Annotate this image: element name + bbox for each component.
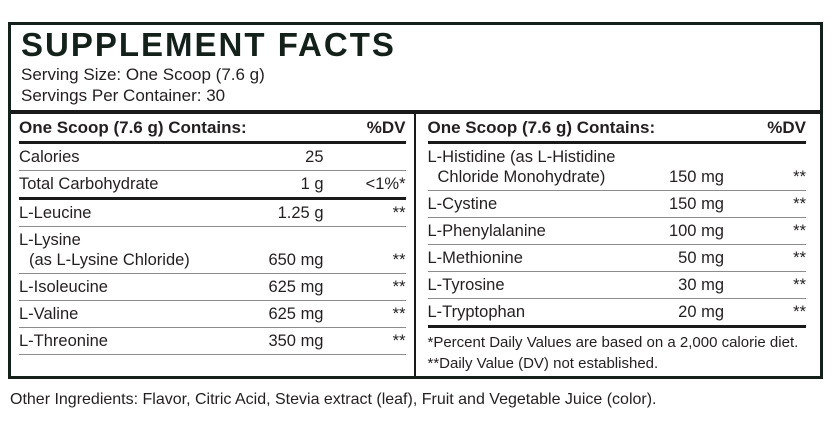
- table-row: [428, 191, 807, 218]
- table-row: [428, 144, 807, 191]
- row-name: L-Phenylalanine: [427, 222, 546, 240]
- row-amount: 150 mg: [668, 195, 724, 213]
- facts-columns: [11, 114, 820, 376]
- other-ingredients: Other Ingredients: Flavor, Citric Acid, Stevia extract (leaf), Fruit and Vegetable Juice (color).: [10, 391, 657, 408]
- table-row: [19, 227, 406, 274]
- row-amount: 1 g: [300, 175, 324, 193]
- row-amount: 350 mg: [268, 332, 324, 350]
- row-name: L-Cystine: [427, 195, 498, 213]
- row-dv: <1%*: [365, 175, 406, 193]
- table-row: [428, 218, 807, 245]
- table-row: [19, 171, 406, 200]
- table-row: [428, 299, 807, 328]
- row-dv: **: [793, 303, 806, 321]
- column-header-label: One Scoop (7.6 g) Contains:: [427, 118, 656, 137]
- row-name: L-Tryptophan: [427, 303, 526, 321]
- row-dv: **: [793, 249, 806, 267]
- row-amount: 650 mg: [268, 251, 324, 269]
- row-amount: 30 mg: [678, 276, 724, 294]
- row-amount: 150 mg: [668, 168, 724, 186]
- row-dv: **: [793, 222, 806, 240]
- row-name: Total Carbohydrate: [19, 175, 159, 193]
- column-header-label: One Scoop (7.6 g) Contains:: [19, 118, 247, 137]
- footnotes: [428, 328, 807, 374]
- column-header-row: [19, 114, 406, 144]
- row-name: L-Isoleucine: [19, 278, 108, 296]
- servings-per-container: Servings Per Container: 30: [21, 86, 226, 105]
- row-name: L-Leucine: [19, 204, 92, 222]
- row-name: L-Tyrosine: [427, 276, 505, 294]
- row-name: L-Valine: [19, 305, 79, 323]
- table-row: [19, 328, 406, 355]
- row-name: L-Lysine (as L-Lysine Chloride): [19, 231, 190, 269]
- supplement-facts-panel: [8, 22, 823, 379]
- table-row: [19, 301, 406, 328]
- row-amount: 20 mg: [678, 303, 724, 321]
- table-row: [428, 272, 807, 299]
- row-dv: **: [793, 276, 806, 294]
- dv-header: %DV: [366, 118, 406, 137]
- column-header-row: [428, 114, 807, 144]
- row-name: L-Methionine: [427, 249, 523, 267]
- row-amount: 625 mg: [268, 278, 324, 296]
- table-row: [428, 245, 807, 272]
- row-amount: 25: [305, 148, 324, 166]
- row-dv: **: [793, 195, 806, 213]
- table-row: [19, 200, 406, 227]
- footnote-percent-dv: *Percent Daily Values are based on a 2,000 calorie diet.: [427, 334, 799, 351]
- row-dv: **: [392, 251, 406, 269]
- row-dv: **: [793, 168, 806, 186]
- row-dv: **: [392, 305, 406, 323]
- row-amount: 625 mg: [268, 305, 324, 323]
- footnote-dv-not-established: **Daily Value (DV) not established.: [427, 355, 659, 372]
- row-amount: 1.25 g: [277, 204, 324, 222]
- panel-title: SUPPLEMENT FACTS: [21, 26, 396, 63]
- left-column: [11, 114, 416, 376]
- row-amount: 100 mg: [668, 222, 724, 240]
- serving-size: Serving Size: One Scoop (7.6 g): [21, 65, 265, 84]
- row-dv: **: [392, 278, 406, 296]
- row-name: L-Threonine: [19, 332, 108, 350]
- row-amount: 50 mg: [678, 249, 724, 267]
- row-dv: **: [392, 332, 406, 350]
- table-row: [19, 144, 406, 171]
- row-dv: **: [392, 204, 406, 222]
- table-row: [19, 274, 406, 301]
- row-name: L-Histidine (as L-Histidine Chloride Monohydrate): [427, 148, 616, 186]
- row-name: Calories: [19, 148, 80, 166]
- dv-header: %DV: [767, 118, 806, 137]
- right-column: [416, 114, 821, 376]
